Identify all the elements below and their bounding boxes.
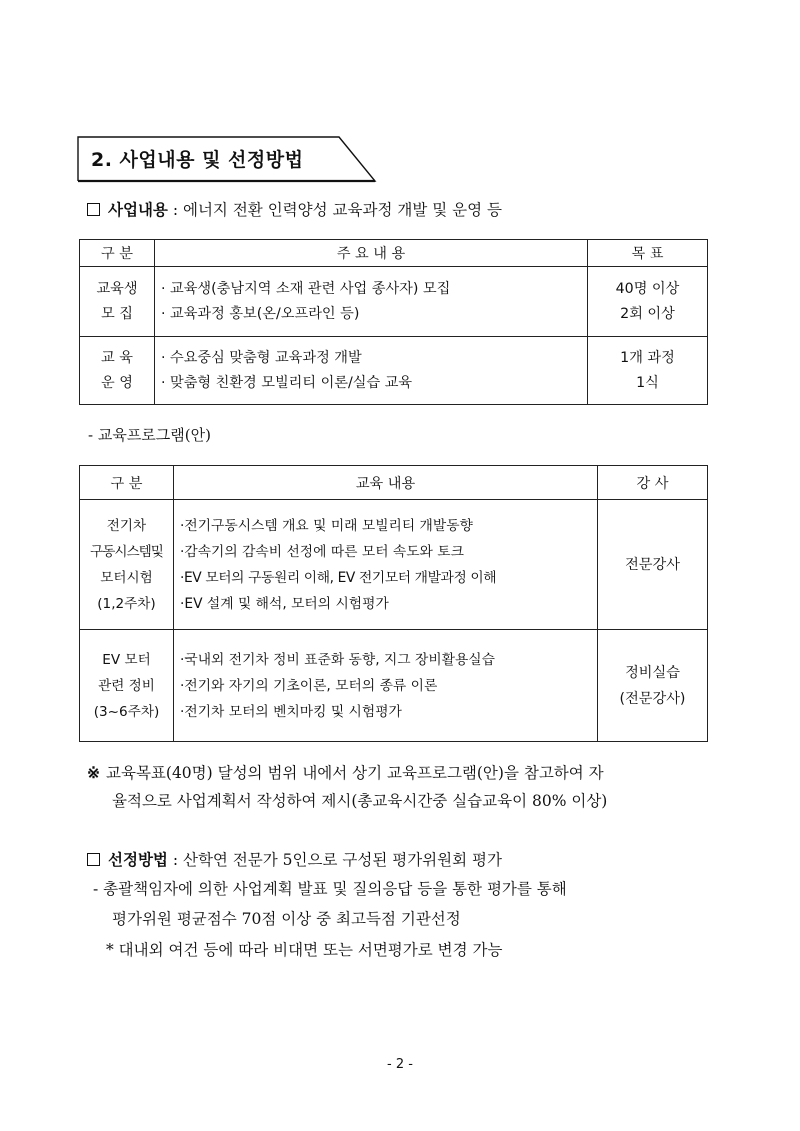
checkbox-icon: [87, 853, 100, 866]
instructor-line: (전문강사): [619, 690, 686, 707]
selection-text: : 산학연 전문가 5인으로 구성된 평가위원회 평가: [167, 851, 502, 869]
row-instructor: [598, 630, 708, 742]
row-instructor: [598, 500, 708, 630]
program-table: [79, 465, 708, 742]
row-category: [80, 500, 174, 630]
instructor-line: 정비실습: [625, 664, 680, 681]
table-header: 구 분: [80, 240, 155, 267]
item-line: ·전기와 자기의 기초이론, 모터의 종류 이론: [180, 677, 438, 694]
row-target: [588, 337, 708, 405]
business-text: : 에너지 전환 인력양성 교육과정 개발 및 운영 등: [167, 201, 502, 219]
note-text-1: 교육목표(40명) 달성의 범위 내에서 상기 교육프로그램(안)을 참고하여 자: [106, 764, 604, 782]
item-line: · 수요중심 맞춤형 교육과정 개발: [161, 349, 362, 366]
item-line: ·EV 설계 및 해석, 모터의 시험평가: [180, 595, 389, 612]
category-line: 운 영: [101, 374, 133, 391]
category-line: 구동시스템및: [90, 543, 163, 560]
item-line: · 교육과정 홍보(온/오프라인 등): [161, 305, 360, 322]
row-category: [80, 267, 155, 337]
item-line: · 교육생(충남지역 소재 관련 사업 종사자) 모집: [161, 280, 451, 297]
business-label: 사업내용: [108, 201, 168, 219]
table-header: 강 사: [598, 466, 708, 500]
target-line: 40명 이상: [615, 280, 680, 297]
table-row: [80, 267, 708, 337]
selection-detail-2: 평가위원 평균점수 70점 이상 중 최고득점 기관선정: [112, 910, 461, 928]
table-row: [80, 500, 708, 630]
item-line: ·전기차 모터의 벤치마킹 및 시험평가: [180, 703, 402, 720]
target-line: 2회 이상: [620, 305, 675, 322]
table-header: 교육 내용: [174, 466, 598, 500]
row-items: [174, 630, 598, 742]
business-table: [79, 239, 708, 405]
item-line: · 맞춤형 친환경 모빌리티 이론/실습 교육: [161, 374, 413, 391]
note-mark: ※: [87, 763, 100, 782]
table-header: 주 요 내 용: [155, 240, 588, 267]
target-line: 1개 과정: [620, 349, 675, 366]
section-header: [77, 135, 377, 183]
category-line: 관련 정비: [98, 677, 155, 694]
selection-detail-1: - 총괄책임자에 의한 사업계획 발표 및 질의응답 등을 통한 평가를 통해: [93, 880, 567, 898]
table-header: 구 분: [80, 466, 174, 500]
table-header-row: [80, 240, 708, 267]
table-row: [80, 630, 708, 742]
target-line: 1식: [636, 374, 659, 391]
category-line: EV 모터: [102, 651, 151, 668]
checkbox-icon: [87, 203, 100, 216]
section-title: 2. 사업내용 및 선정방법: [91, 149, 304, 171]
category-line: 교육생: [96, 280, 138, 297]
note-line-2: 율적으로 사업계획서 작성하여 제시(총교육시간중 실습교육이 80% 이상): [112, 792, 608, 810]
item-line: ·국내외 전기차 정비 표준화 동향, 지그 장비활용실습: [180, 651, 495, 668]
category-line: (3~6주차): [93, 703, 160, 720]
item-line: ·전기구동시스템 개요 및 미래 모빌리티 개발동향: [180, 517, 473, 534]
row-category: [80, 337, 155, 405]
business-line: [87, 198, 502, 220]
selection-label: 선정방법: [108, 851, 168, 869]
table-header-row: [80, 466, 708, 500]
item-line: ·EV 모터의 구동원리 이해, EV 전기모터 개발과정 이해: [180, 569, 497, 586]
row-target: [588, 267, 708, 337]
row-items: [174, 500, 598, 630]
selection-line: [87, 848, 502, 870]
item-line: ·감속기의 감속비 선정에 따른 모터 속도와 토크: [180, 543, 464, 560]
table-row: [80, 337, 708, 405]
page-number: - 2 -: [387, 1057, 413, 1072]
table-header: 목 표: [588, 240, 708, 267]
category-line: (1,2주차): [97, 595, 156, 612]
category-line: 전기차: [106, 517, 147, 534]
category-line: 교 육: [101, 349, 133, 366]
row-category: [80, 630, 174, 742]
instructor-line: 전문강사: [625, 556, 680, 573]
category-line: 모터시험: [100, 569, 153, 586]
row-items: [155, 267, 588, 337]
selection-detail-3: * 대내외 여건 등에 따라 비대면 또는 서면평가로 변경 가능: [106, 941, 503, 959]
row-items: [155, 337, 588, 405]
category-line: 모 집: [101, 305, 133, 322]
note-line-1: [87, 761, 604, 783]
program-title: - 교육프로그램(안): [88, 426, 211, 444]
